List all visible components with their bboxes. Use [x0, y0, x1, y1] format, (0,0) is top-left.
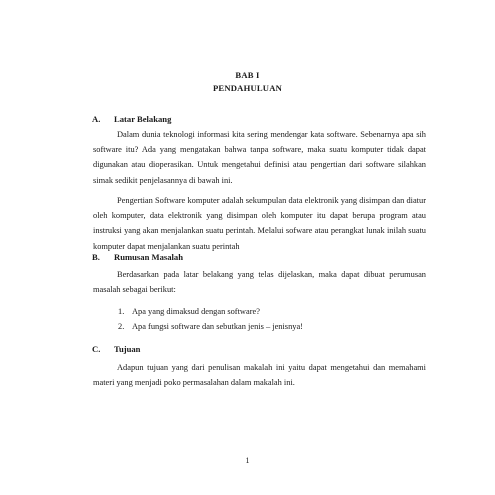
list-text: Apa yang dimaksud dengan software?: [132, 307, 260, 316]
list-item: [118, 319, 303, 334]
list-number: 2.: [118, 322, 125, 331]
section-title: Rumusan Masalah: [114, 252, 184, 262]
page-number: 1: [245, 456, 250, 465]
section-title: Tujuan: [114, 344, 141, 354]
section-letter: B.: [92, 252, 100, 262]
section-letter: C.: [92, 344, 101, 354]
chapter-number: BAB I: [235, 70, 260, 80]
section-heading-a: [92, 114, 171, 124]
paragraph-latar-belakang-2: Pengertian Software komputer adalah sekumpulan data elektronik yang disimpan dan diatur oleh komputer, data elektronik yang disimpan oleh komputer itu dapat berupa program atau instruksi yang akan menjalankan suatu perintah. Melalui sofware atau perangkat lunak inilah suatu komputer dapat menjalankan suatu perintah: [93, 196, 426, 251]
list-item: [118, 304, 303, 319]
chapter-title: PENDAHULUAN: [212, 83, 283, 93]
list-number: 1.: [118, 307, 125, 316]
section-heading-c: [92, 344, 140, 354]
section-title: Latar Belakang: [114, 114, 172, 124]
paragraph-latar-belakang-1: Dalam dunia teknologi informasi kita sering mendengar kata software. Sebenarnya apa sih software itu? Ada yang mengatakan bahwa tanpa software, maka suatu komputer tidak dapat digunakan atau dioperasikan. Untuk mengetahui definisi atau pengertian dari software silahkan simak sedikit penjelasannya di bawah ini.: [93, 130, 426, 185]
paragraph-rumusan-masalah: Berdasarkan pada latar belakang yang telas dijelaskan, maka dapat dibuat perumusan masalah sebagai berikut:: [93, 270, 426, 295]
list-text: Apa fungsi software dan sebutkan jenis – jenisnya!: [132, 322, 303, 331]
problem-list: [118, 304, 303, 334]
section-heading-b: [92, 252, 183, 262]
paragraph-tujuan: Adapun tujuan yang dari penulisan makalah ini yaitu dapat mengetahui dan memahami materi yang menjadi poko permasalahan dalam makalah ini.: [93, 363, 426, 388]
section-letter: A.: [92, 114, 101, 124]
